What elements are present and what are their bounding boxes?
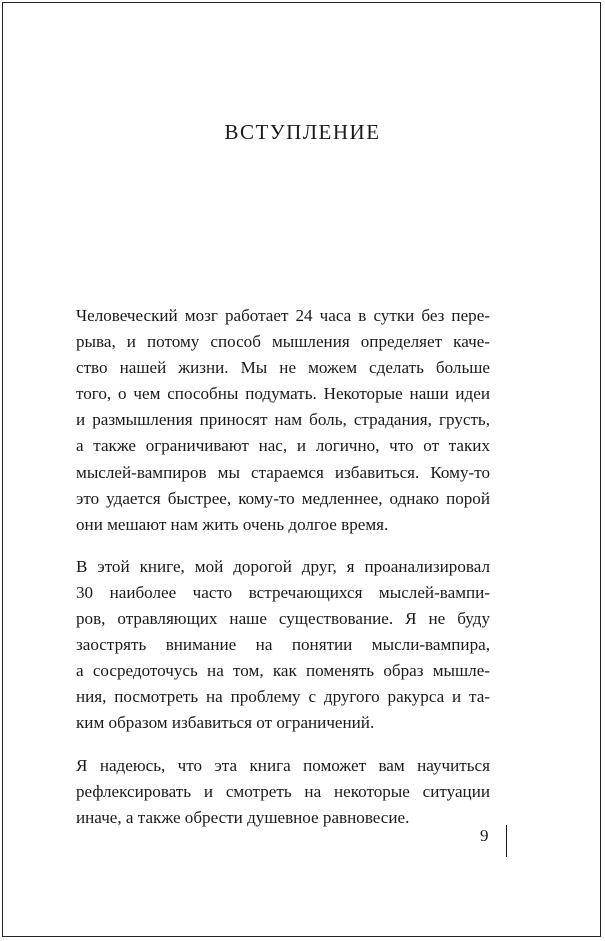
chapter-title: ВСТУПЛЕНИЕ: [224, 120, 381, 144]
text-line: Я надеюсь, что эта книга поможет вам научиться: [76, 755, 490, 775]
text-line: и размышления приносят нам боль, страдания, грусть,: [76, 410, 490, 430]
text-line: иначе, а также обрести душевное равновесие.: [76, 807, 410, 827]
page-number-divider: [506, 825, 507, 857]
text-line: того, о чем способны подумать. Некоторые наши идеи: [76, 384, 490, 404]
text-line: а также ограничивают нас, и логично, что от таких: [76, 436, 490, 456]
text-line: Человеческий мозг работает 24 часа в сутки без пере-: [76, 306, 490, 325]
text-line: а сосредоточусь на том, как поменять образ мышле-: [76, 661, 490, 681]
text-line: ство нашей жизни. Мы не можем сделать больше: [76, 358, 490, 378]
text-line: ким образом избавиться от ограничений.: [76, 713, 375, 733]
text-line: ния, посмотреть на проблему с другого ракурса и та-: [76, 687, 490, 707]
text-line: заострять внимание на понятии мысли-вампира,: [76, 635, 490, 655]
paragraph-1: [76, 303, 490, 538]
text-line: рыва, и потому способ мышления определяет каче-: [76, 332, 490, 352]
body-text: [76, 303, 490, 847]
text-line: рефлексировать и смотреть на некоторые ситуации: [76, 781, 490, 801]
text-line: они мешают нам жить очень долгое время.: [76, 514, 389, 534]
text-line: В этой книге, мой дорогой друг, я проанализировал: [76, 556, 490, 576]
paragraph-3: [76, 753, 490, 831]
text-line: 30 наиболее часто встречающихся мыслей-вампи-: [76, 582, 490, 602]
paragraph-2: [76, 554, 490, 737]
text-line: ров, отравляющих наше существование. Я не буду: [76, 609, 490, 629]
text-line: это удается быстрее, кому-то медленнее, однако порой: [76, 488, 490, 508]
text-line: мыслей-вампиров мы стараемся избавиться. Кому-то: [76, 462, 490, 482]
page-number: 9: [480, 826, 489, 845]
